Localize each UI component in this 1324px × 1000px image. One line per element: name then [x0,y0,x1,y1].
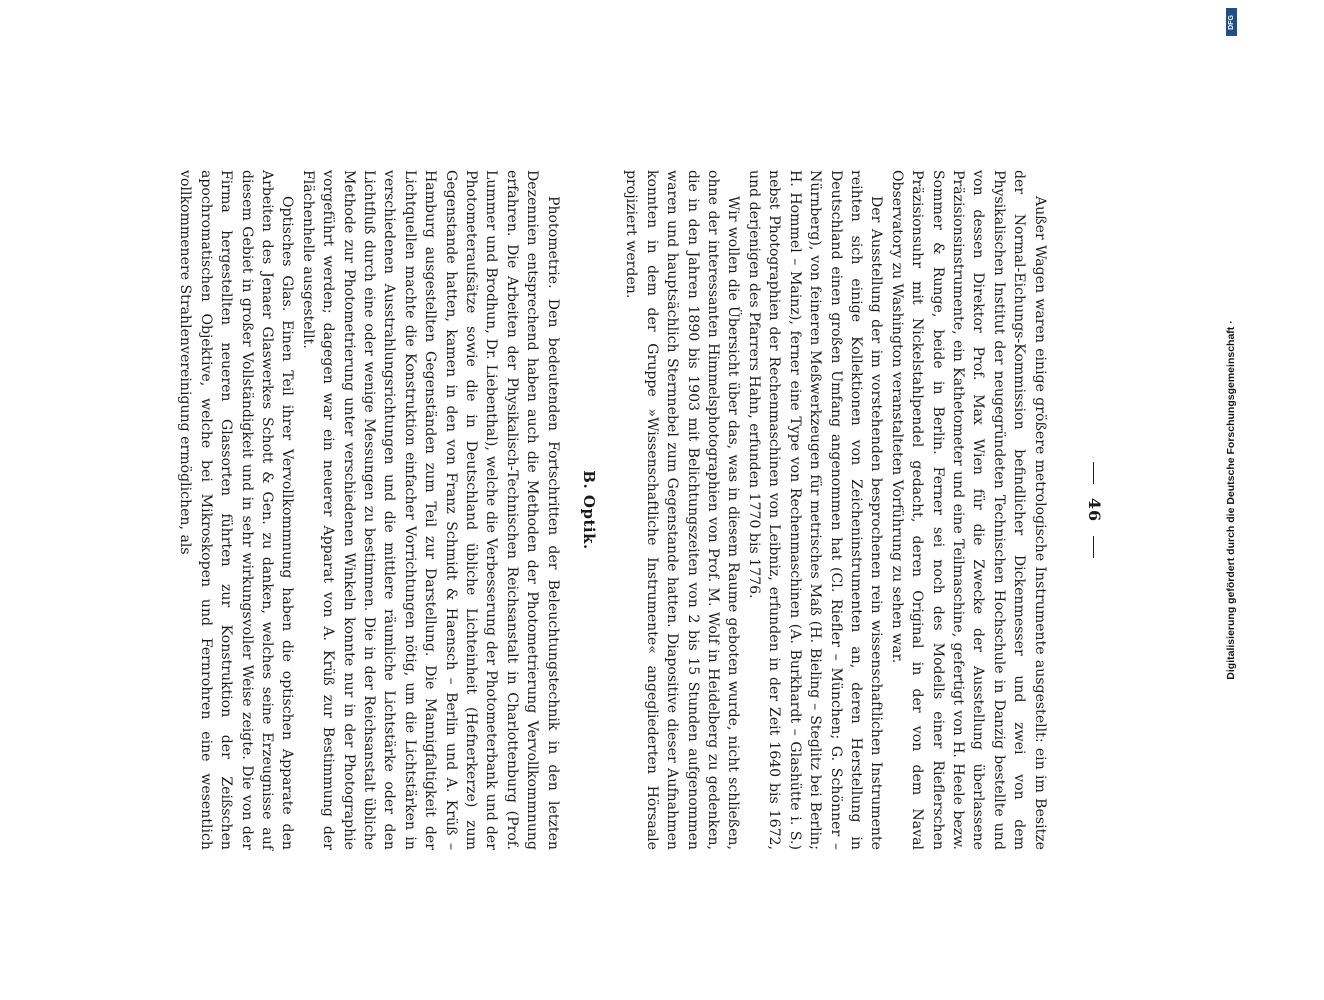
dash-right [1093,536,1094,558]
digitization-credit: Digitalisierung gefördert durch die Deutsche Forschungsgemeinschaft · [1225,320,1237,680]
page-number: 46 [1085,497,1104,523]
paragraph-photometry: Photometrie. Den bedeutenden Fortschritten der Beleuchtungstechnik in den letzten Dezennien entsprechend haben auch die Methoden der Photometrierung Vervollkommnung erfahren. Die Arbeiten der Physikalisch-Technischen Reichsanstalt in Charlottenburg (Prof. Lummer und Brodhun, Dr. Liebenthal), welche die Verbesserung der Photometerbank und der Photometeraufsätze sowie die in Deutschland übliche Lichteinheit (Hefnerkerze) zum Gegenstande hatten, kamen in den von Franz Schmidt & Haensch – Berlin und A. Krüß – Hamburg ausgestellten Gegenständen zum Teil zur Darstellung. Die Mannigfaltigkeit der Lichtquellen machte die Konstruktion einfacher Vorrichtungen nötig, um die Lichtstärken in verschiedenen Ausstrahlungsrichtungen und die mittlere räumliche Lichtstärke oder den Lichtfluß durch eine oder wenige Messungen zu bestimmen. Die in der Reichsanstalt übliche Methode zur Photometrierung unter verschiedenen Winkeln konnte nur in der Photographie vorgeführt werden; dagegen war ein neuerer Apparat von A. Krüß zur Bestimmung der Flächenhelle ausgestellt. [299,170,561,850]
paragraph-drawing-instruments: Der Ausstellung der im vorstehenden besprochenen rein wissenschaftlichen Instrumente reihten sich einige Kollektionen von Zeicheninstrumenten an, deren Herstellung in Deutschland einen großen Umfang angenommen hat (Cl. Riefler – München; G. Schönner – Nürnberg), von feineren Meßwerkzeugen für metrisches Maß (H. Bieling – Steglitz bei Berlin; H. Hommel – Mainz), ferner eine Type von Rechenmaschinen (A. Burkhardt – Glashütte i. S.) nebst Photographien der Rechenmaschinen von Leibniz, erfunden in der Zeit 1640 bis 1672, und derjenigen des Pfarrers Hahn, erfunden 1770 bis 1776. [745,170,885,850]
dfg-logo-text: DFG [1228,14,1235,30]
paragraph-sky-photographs: Wir wollen die Übersicht über das, was in diesem Raume geboten wurde, nicht schließen, ohne der interessanten Himmelsphotographien von Prof. M. Wolf in Heidelberg zu gedenken, die in den Jahren 1890 bis 1903 mit Belichtungszeiten von 2 bis 15 Stunden aufgenommen waren und hauptsächlich Sternnebel zum Gegenstande hatten. Diapositive dieser Aufnahmen konnten in dem der Gruppe »Wissenschaftliche Instrumente« angegliederten Hörsaale projiziert werden. [623,170,742,850]
rotated-text-block [70,170,1110,850]
paragraph-optical-glass: Optisches Glas. Einen Teil ihrer Vervollkommnung haben die optischen Apparate den Arbeiten des Jenaer Glaswerkes Schott & Gen. zu danken, welches seine Erzeugnisse auf diesem Gebiet in großer Vollständigkeit und in sehr wirkungsvoller Weise zeigte. Die von der Firma hergestellten neueren Glassorten führten zur Konstruktion der Zeißschen apochromatischen Objektive, welche bei Mikroskopen und Fernrohren eine wesentlich vollkommenere Strahlenvereinigung ermöglichen, als [177,170,296,850]
paragraph-instruments: Außer Wagen waren einige größere metrologische Instrumente ausgestellt: ein im Besitze der Normal-Eichungs-Kommission befindlicher Dickenmesser und zwei von dem Physikalischen Institut der neugegründeten Technischen Hochschule in Danzig bestellte und von dessen Direktor Prof. Max Wien für die Zwecke der Ausstellung überlassene Präzisionsinstrumente, ein Kathetometer und eine Teilmaschine, gefertigt von H. Heele bezw. Sommer & Runge, beide in Berlin. Ferner sei noch des Modells einer Rieflerschen Präzisionsuhr mit Nickelstahlpendel gedacht, deren Original in der von dem Naval Observatory zu Washington veranstalteten Vorführung zu sehen war. [888,170,1048,850]
scanned-page [60,165,1120,855]
dfg-logo [1226,8,1237,36]
page-number-line [1084,170,1104,850]
dash-left [1093,462,1094,484]
section-heading: B. Optik. [580,470,599,550]
